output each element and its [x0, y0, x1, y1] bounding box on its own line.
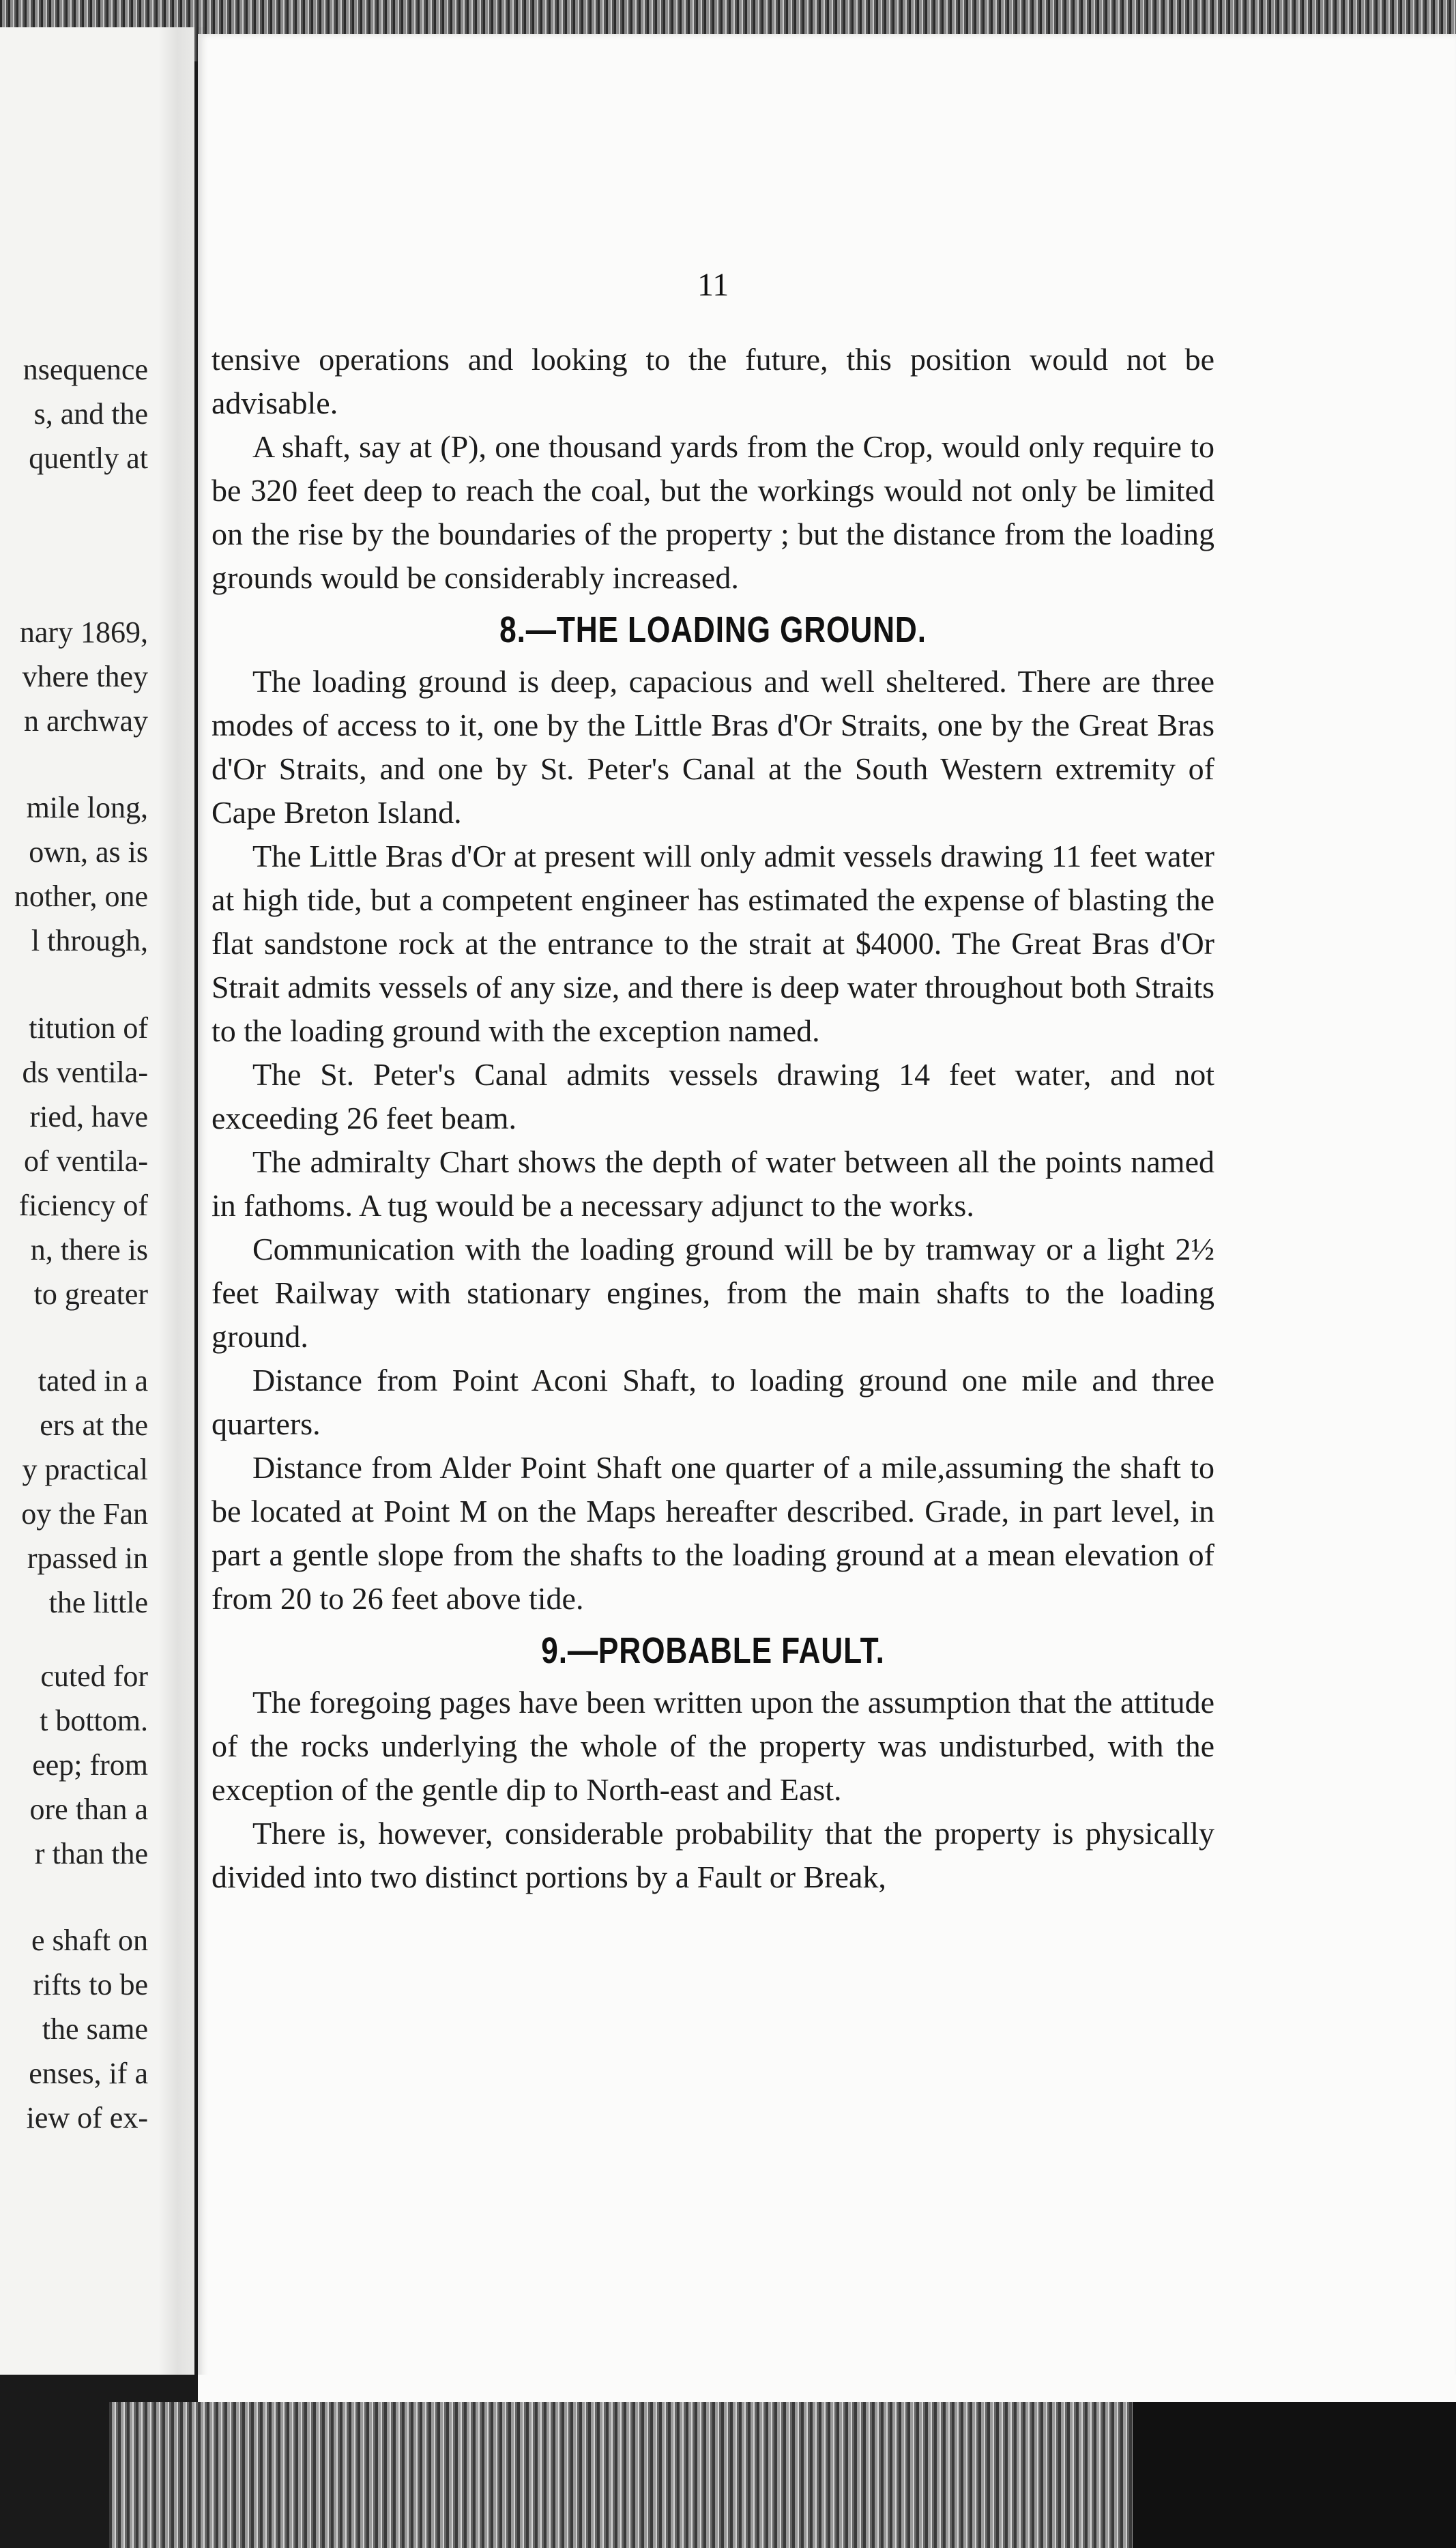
- scan-border-corner: [1133, 2402, 1456, 2548]
- left-page-line: own, as is: [29, 835, 148, 869]
- left-page-line: oy the Fan: [21, 1497, 148, 1531]
- left-page-line: tated in a: [38, 1364, 148, 1398]
- paragraph: Communication with the loading ground will be by tramway or a light 2½ feet Railway with stationary engines, from the main shafts to the loading ground.: [212, 1232, 1214, 1354]
- left-page-line: the little: [48, 1586, 148, 1619]
- left-page-line: s, and the: [33, 397, 148, 431]
- left-page-line: enses, if a: [29, 2057, 148, 2090]
- left-page-line: ers at the: [40, 1408, 148, 1442]
- left-page-line: of ventila-: [23, 1144, 148, 1178]
- left-page-line: nother, one: [14, 880, 148, 913]
- left-page-line: n, there is: [30, 1233, 148, 1266]
- left-page-line: n archway: [23, 704, 148, 738]
- paragraph: The admiralty Chart shows the depth of water between all the points named in fathoms. A tug would be a necessary adjunct to the works.: [212, 1144, 1214, 1223]
- paragraph: A shaft, say at (P), one thousand yards from the Crop, would only require to be 320 feet deep to reach the coal, but the workings would not only be limited on the rise by the boundaries of the property ; but the distance from the loading grounds would be considerably increased.: [212, 429, 1214, 595]
- section-heading: 8.—THE LOADING GROUND.: [499, 609, 927, 650]
- left-page-line: e shaft on: [31, 1924, 148, 1957]
- paragraph: The Little Bras d'Or at present will only admit vessels drawing 11 feet water at high tide, but a competent engineer has estimated the expense of blasting the flat sandstone rock at the entrance to the strait at $4000. The Great Bras d'Or Strait admits vessels of any size, and there is deep water throughout both Straits to the loading ground with the exception named.: [212, 839, 1214, 1048]
- section-heading: 9.—PROBABLE FAULT.: [541, 1630, 885, 1671]
- paragraph: The loading ground is deep, capacious and well sheltered. There are three modes of access to it, one by the Little Bras d'Or Straits, one by the Great Bras d'Or Straits, and one by St. Peter's Canal at the South Western extremity of Cape Breton Island.: [212, 664, 1214, 830]
- paragraph: Distance from Alder Point Shaft one quarter of a mile,assuming the shaft to be located at Point M on the Maps hereafter described. Grade, in part level, in part a gentle slope from the shafts to the loading ground at a mean elevation of from 20 to 26 feet above tide.: [212, 1450, 1214, 1616]
- left-page-line: t bottom.: [40, 1704, 148, 1737]
- paragraph: There is, however, considerable probability that the property is physically divided into two distinct portions by a Fault or Break,: [212, 1816, 1214, 1894]
- left-page-line: mile long,: [26, 791, 148, 824]
- left-page-line: vhere they: [22, 660, 148, 693]
- page-number: 11: [697, 267, 729, 303]
- left-page-line: rpassed in: [27, 1541, 148, 1575]
- left-page-line: cuted for: [40, 1660, 148, 1693]
- paragraph: Distance from Point Aconi Shaft, to loading ground one mile and three quarters.: [212, 1363, 1214, 1441]
- left-page-line: titution of: [29, 1011, 148, 1045]
- left-page-line: rifts to be: [33, 1968, 148, 2001]
- page-body: [212, 338, 1214, 1899]
- left-page-line: ds ventila-: [22, 1056, 148, 1089]
- paragraph: tensive operations and looking to the future, this position would not be advisable.: [212, 342, 1214, 420]
- left-page-line: nary 1869,: [19, 616, 148, 649]
- left-page-line: ried, have: [29, 1100, 148, 1133]
- left-page-line: nsequence: [23, 353, 148, 386]
- paragraph: The St. Peter's Canal admits vessels drawing 14 feet water, and not exceeding 26 feet beam.: [212, 1057, 1214, 1135]
- left-page-line: the same: [42, 2012, 148, 2046]
- scan-border-bottom: [109, 2402, 1133, 2548]
- paragraph: The foregoing pages have been written upon the assumption that the attitude of the rocks underlying the whole of the property was undisturbed, with the exception of the gentle dip to North-east and East.: [212, 1685, 1214, 1807]
- left-page-line: l through,: [31, 924, 148, 957]
- left-page-line: ficiency of: [18, 1189, 148, 1222]
- left-page-line: ore than a: [29, 1793, 148, 1826]
- left-page-line: iew of ex-: [26, 2101, 148, 2134]
- left-page-line: quently at: [29, 441, 148, 475]
- left-page-line: r than the: [34, 1837, 148, 1870]
- left-page-line: y practical: [22, 1453, 148, 1486]
- left-page-line: eep; from: [32, 1748, 148, 1782]
- left-page-line: to greater: [33, 1277, 148, 1311]
